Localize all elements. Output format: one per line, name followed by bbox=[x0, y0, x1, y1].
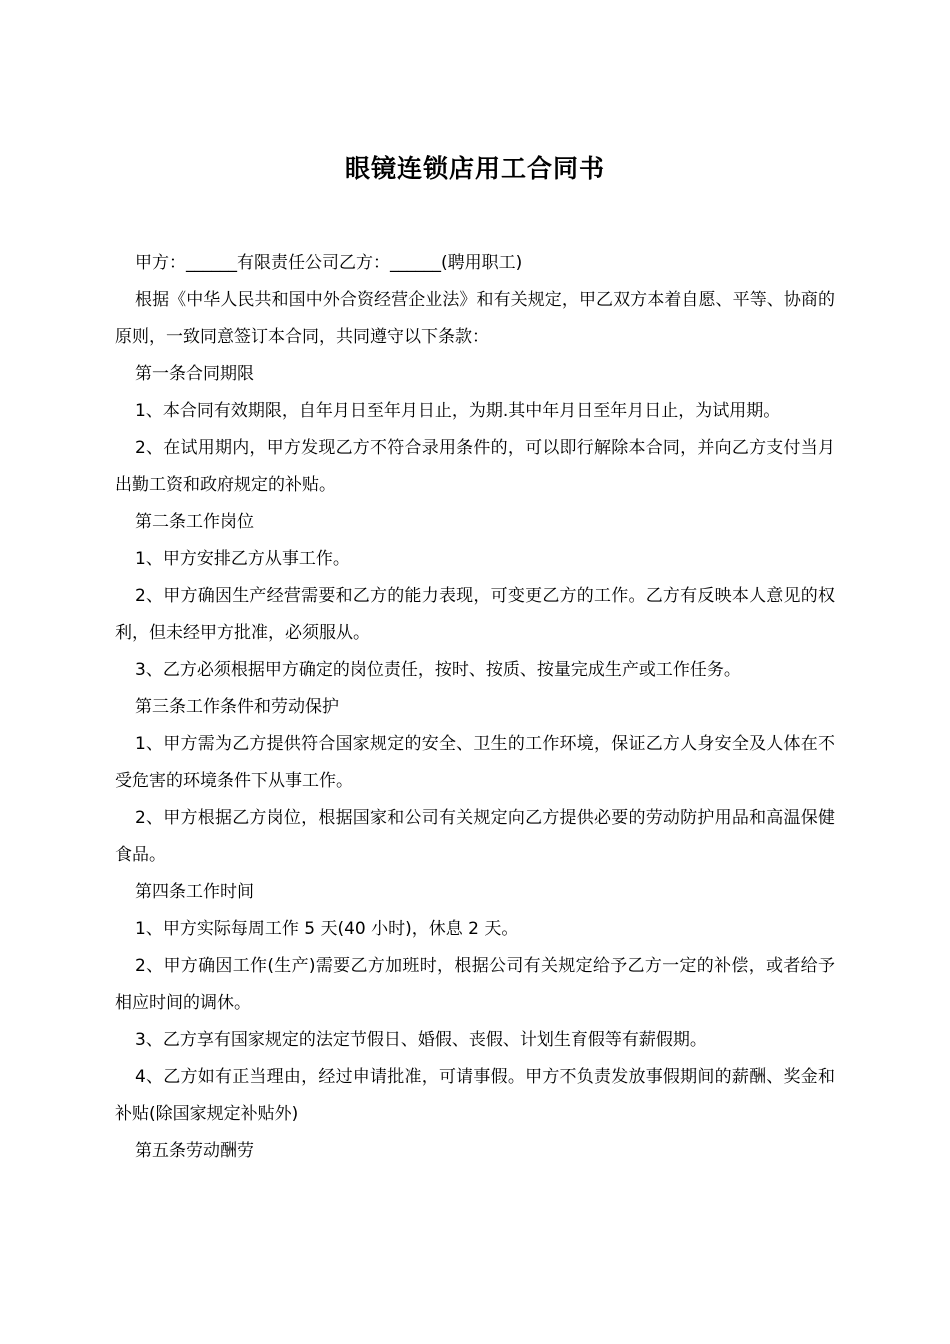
article-2-clause-2: 2、甲方确因生产经营需要和乙方的能力表现，可变更乙方的工作。乙方有反映本人意见的权利，但未经甲方批准，必须服从。 bbox=[115, 586, 835, 643]
article-4-clause-1: 1、甲方实际每周工作 5 天(40 小时)，休息 2 天。 bbox=[135, 919, 519, 939]
article-1-heading: 第一条合同期限 bbox=[135, 364, 254, 384]
preamble-paragraph: 根据《中华人民共和国中外合资经营企业法》和有关规定，甲乙双方本着自愿、平等、协商的原则，一致同意签订本合同，共同遵守以下条款： bbox=[115, 290, 835, 347]
article-1-clause-2: 2、在试用期内，甲方发现乙方不符合录用条件的，可以即行解除本合同，并向乙方支付当月出勤工资和政府规定的补贴。 bbox=[115, 438, 835, 495]
party-line: 甲方：______有限责任公司乙方：______(聘用职工) bbox=[135, 253, 523, 273]
document-body bbox=[115, 245, 835, 1170]
article-4-clause-3: 3、乙方享有国家规定的法定节假日、婚假、丧假、计划生育假等有薪假期。 bbox=[135, 1030, 707, 1050]
article-3-clause-1: 1、甲方需为乙方提供符合国家规定的安全、卫生的工作环境，保证乙方人身安全及人体在不受危害的环境条件下从事工作。 bbox=[115, 734, 835, 791]
document-title: 眼镜连锁店用工合同书 bbox=[344, 153, 605, 183]
article-4-clause-2: 2、甲方确因工作(生产)需要乙方加班时，根据公司有关规定给予乙方一定的补偿，或者给予相应时间的调休。 bbox=[115, 956, 835, 1013]
article-2-clause-1: 1、甲方安排乙方从事工作。 bbox=[135, 549, 350, 569]
article-4-heading: 第四条工作时间 bbox=[135, 882, 254, 902]
article-5-heading: 第五条劳动酬劳 bbox=[135, 1141, 254, 1161]
article-3-heading: 第三条工作条件和劳动保护 bbox=[135, 697, 339, 717]
article-1-clause-1: 1、本合同有效期限，自年月日至年月日止，为期.其中年月日至年月日止，为试用期。 bbox=[135, 401, 781, 421]
article-2-heading: 第二条工作岗位 bbox=[135, 512, 254, 532]
article-2-clause-3: 3、乙方必须根据甲方确定的岗位责任，按时、按质、按量完成生产或工作任务。 bbox=[135, 660, 741, 680]
article-4-clause-4: 4、乙方如有正当理由，经过申请批准，可请事假。甲方不负责发放事假期间的薪酬、奖金和补贴(除国家规定补贴外) bbox=[115, 1067, 835, 1124]
article-3-clause-2: 2、甲方根据乙方岗位，根据国家和公司有关规定向乙方提供必要的劳动防护用品和高温保健食品。 bbox=[115, 808, 835, 865]
